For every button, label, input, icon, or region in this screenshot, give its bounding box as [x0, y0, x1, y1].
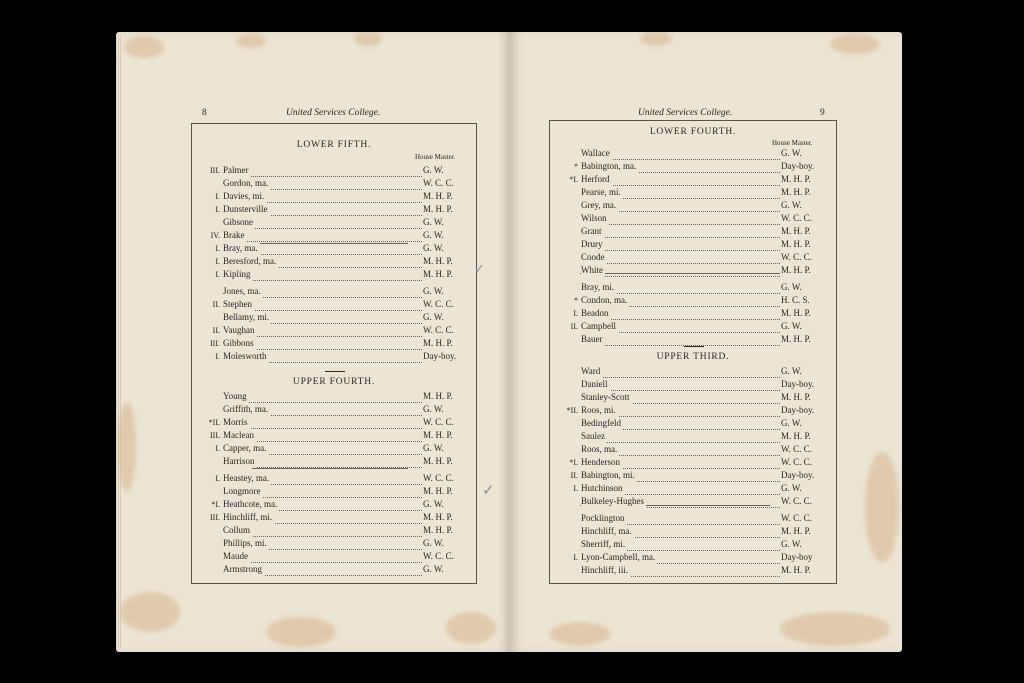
pupil-name: Brake — [223, 230, 245, 240]
pupil-name: Capper, ma. — [223, 443, 267, 453]
house-master: W. C. C. — [423, 417, 454, 427]
rule-line — [252, 468, 408, 469]
house-master: W. C. C. — [781, 457, 812, 467]
pupil-name: Bauer — [581, 334, 603, 344]
house-master: M. H. P. — [781, 565, 811, 575]
house-master: Day-boy — [781, 552, 813, 562]
pupil-name: Griffith, ma. — [223, 404, 269, 414]
pupil-name: Lyon-Campbell, ma. — [581, 552, 656, 562]
pupil-name: Wallace — [581, 148, 610, 158]
pupil-name: Young — [223, 391, 247, 401]
form-number: * — [574, 296, 578, 305]
list-row — [550, 333, 836, 346]
dot-leader — [227, 549, 422, 563]
dot-leader — [227, 297, 422, 311]
pupil-name: Hinchliff, iii. — [581, 565, 629, 575]
pupil-name: White — [581, 265, 603, 275]
pupil-name: Stephen — [223, 299, 252, 309]
dot-leader — [585, 250, 780, 264]
section-divider — [325, 371, 345, 372]
pupil-name: Bray, ma. — [223, 243, 258, 253]
house-master: W. C. C. — [781, 252, 812, 262]
pupil-name: Daniell — [581, 379, 608, 389]
pupil-name: Beadon — [581, 308, 609, 318]
form-number: * — [574, 162, 578, 171]
house-master: M. H. P. — [781, 174, 811, 184]
pupil-name: Beresford, ma. — [223, 256, 277, 266]
house-master: G. W. — [423, 243, 444, 253]
pupil-name: Hinchliff, mi. — [223, 512, 273, 522]
house-master: G. W. — [781, 366, 802, 376]
house-master: M. H. P. — [423, 269, 453, 279]
house-master: M. H. P. — [423, 512, 453, 522]
foxing-stain — [118, 402, 136, 492]
pupil-name: Campbell — [581, 321, 616, 331]
pupil-name: Herford — [581, 174, 610, 184]
pupil-name: Roos, ma. — [581, 444, 618, 454]
form-number: I. — [215, 244, 220, 253]
dot-leader — [227, 267, 422, 281]
house-master-label: House Master. — [772, 139, 813, 147]
house-master: M. H. P. — [781, 431, 811, 441]
pupil-name: Bedingfeld — [581, 418, 621, 428]
house-master: M. H. P. — [423, 486, 453, 496]
form-number: I. — [215, 444, 220, 453]
house-master: G. W. — [781, 418, 802, 428]
pupil-name: Davies, mi. — [223, 191, 265, 201]
foxing-stain — [550, 622, 610, 646]
form-number: II. — [212, 326, 220, 335]
house-master: G. W. — [423, 312, 444, 322]
foxing-stain — [446, 612, 496, 644]
house-master: M. H. P. — [781, 526, 811, 536]
house-master: G. W. — [423, 564, 444, 574]
house-master: G. W. — [423, 443, 444, 453]
house-master: Day-boy. — [781, 161, 815, 171]
pupil-name: Heathcote, ma. — [223, 499, 278, 509]
pupil-name: Bray, mi. — [581, 282, 615, 292]
pupil-name: Sherriff, mi. — [581, 539, 626, 549]
foxing-stain — [830, 34, 880, 54]
form-number: I. — [215, 192, 220, 201]
pupil-name: Vaughan — [223, 325, 255, 335]
pupil-name: Dunsterville — [223, 204, 268, 214]
house-master: M. H. P. — [423, 338, 453, 348]
list-row — [192, 268, 476, 281]
house-master: M. H. P. — [423, 391, 453, 401]
house-master: M. H. P. — [781, 265, 811, 275]
dot-leader — [227, 336, 422, 350]
list-row — [192, 455, 476, 468]
house-master: Day-boy. — [781, 379, 815, 389]
open-book — [116, 32, 902, 652]
house-master: M. H. P. — [781, 308, 811, 318]
house-master: G. W. — [423, 165, 444, 175]
house-master: Day-boy. — [781, 405, 815, 415]
house-master: M. H. P. — [423, 456, 453, 466]
pupil-name: Maclean — [223, 430, 254, 440]
pupil-name: Morris — [223, 417, 248, 427]
running-head: United Services College. — [286, 108, 381, 118]
house-master: M. H. P. — [781, 187, 811, 197]
pupil-name: Pocklington — [581, 513, 625, 523]
pupil-name: Gibsone — [223, 217, 253, 227]
pupil-name: Roos, mi. — [581, 405, 616, 415]
house-master: G. W. — [781, 483, 802, 493]
house-master: M. H. P. — [423, 525, 453, 535]
dot-leader — [227, 428, 422, 442]
list-frame — [191, 123, 477, 584]
house-master: Day-boy. — [781, 470, 815, 480]
house-master: M. H. P. — [423, 191, 453, 201]
dot-leader — [227, 215, 422, 229]
pupil-name: Babington, mi. — [581, 470, 635, 480]
house-master: M. H. P. — [781, 334, 811, 344]
house-master: W. C. C. — [781, 444, 812, 454]
pupil-name: Longmore — [223, 486, 261, 496]
pupil-name: Ward — [581, 366, 601, 376]
pupil-name: Hutchinson — [581, 483, 623, 493]
pupil-name: Jones, ma. — [223, 286, 261, 296]
section-title-upper-fourth: UPPER FOURTH. — [292, 377, 376, 387]
house-master: G. W. — [781, 321, 802, 331]
dot-leader — [585, 332, 780, 346]
dot-leader — [585, 224, 780, 238]
house-master: M. H. P. — [423, 430, 453, 440]
form-number: II. — [570, 322, 578, 331]
house-master: W. C. C. — [423, 299, 454, 309]
house-master: G. W. — [423, 404, 444, 414]
form-number: II. — [570, 471, 578, 480]
pupil-name: Palmer — [223, 165, 249, 175]
dot-leader — [585, 263, 780, 277]
foxing-stain — [120, 592, 180, 632]
form-number: I. — [573, 309, 578, 318]
pencil-check-mark: ✓ — [474, 262, 485, 277]
dot-leader — [227, 415, 422, 429]
pupil-name: Drury — [581, 239, 603, 249]
house-master: M. H. P. — [781, 392, 811, 402]
house-master: G. W. — [423, 217, 444, 227]
foxing-stain — [266, 617, 336, 647]
dot-leader — [227, 163, 422, 177]
house-master: W. C. C. — [781, 496, 812, 506]
house-master: G. W. — [423, 538, 444, 548]
house-master: M. H. P. — [781, 239, 811, 249]
list-row — [192, 350, 476, 363]
form-number: *I. — [211, 500, 220, 509]
form-number: *II. — [566, 406, 578, 415]
pupil-name: Wilson — [581, 213, 607, 223]
form-number: II. — [212, 300, 220, 309]
form-number: III. — [210, 431, 220, 440]
list-frame — [549, 120, 837, 584]
house-master: Day-boy. — [423, 351, 457, 361]
house-master: W. C. C. — [781, 513, 812, 523]
house-master: W. C. C. — [781, 213, 812, 223]
section-title-lower-fifth: LOWER FIFTH. — [296, 140, 372, 150]
form-number: *II. — [208, 418, 220, 427]
house-master: G. W. — [781, 282, 802, 292]
house-master-label: House Master. — [415, 153, 456, 161]
house-master: W. C. C. — [423, 551, 454, 561]
house-master: W. C. C. — [423, 473, 454, 483]
house-master: G. W. — [781, 200, 802, 210]
house-master: G. W. — [781, 539, 802, 549]
pupil-name: Bellamy, mi. — [223, 312, 270, 322]
page-number: 9 — [820, 108, 825, 118]
form-number: I. — [573, 484, 578, 493]
house-master: G. W. — [423, 499, 444, 509]
dot-leader — [585, 211, 780, 225]
pupil-name: Grey, ma. — [581, 200, 617, 210]
form-number: I. — [215, 352, 220, 361]
pupil-name: Armstrong — [223, 564, 262, 574]
form-number: I. — [215, 205, 220, 214]
pupil-name: Collum — [223, 525, 251, 535]
dot-leader — [585, 237, 780, 251]
house-master: M. H. P. — [423, 256, 453, 266]
foxing-stain — [640, 32, 672, 46]
pupil-name: Gordon, ma. — [223, 178, 269, 188]
house-master: M. H. P. — [423, 204, 453, 214]
list-row — [550, 564, 836, 577]
form-number: III. — [210, 166, 220, 175]
section-divider — [684, 346, 704, 347]
list-row — [192, 563, 476, 576]
list-row — [550, 264, 836, 277]
pupil-name: Babington, ma. — [581, 161, 637, 171]
pupil-name: Henderson — [581, 457, 620, 467]
dot-leader — [585, 429, 780, 443]
form-number: I. — [215, 270, 220, 279]
house-master: G. W. — [423, 230, 444, 240]
pupil-name: Heastey, ma. — [223, 473, 270, 483]
pupil-name: Gibbons — [223, 338, 254, 348]
page-number: 8 — [202, 108, 207, 118]
foxing-stain — [124, 36, 164, 58]
section-title-lower-fourth: LOWER FOURTH. — [649, 127, 737, 137]
house-master: H. C. S. — [781, 295, 810, 305]
form-number: I. — [215, 474, 220, 483]
pupil-name: Harrison — [223, 456, 255, 466]
house-master: G. W. — [781, 148, 802, 158]
form-number: IV. — [210, 231, 220, 240]
dot-leader — [585, 172, 780, 186]
pupil-name: Kipling — [223, 269, 251, 279]
pupil-name: Stanley-Scott — [581, 392, 630, 402]
dot-leader — [585, 306, 780, 320]
pupil-name: Bulkeley-Hughes — [581, 496, 644, 506]
house-master: G. W. — [423, 286, 444, 296]
dot-leader — [585, 377, 780, 391]
pencil-check-mark: ✓ — [482, 481, 495, 499]
pupil-name: Condon, ma. — [581, 295, 628, 305]
form-number: III. — [210, 513, 220, 522]
page-edges — [116, 36, 121, 648]
pupil-name: Grant — [581, 226, 602, 236]
house-master: W. C. C. — [423, 178, 454, 188]
form-number: III. — [210, 339, 220, 348]
left-page — [116, 32, 510, 652]
pupil-name: Phillips, mi. — [223, 538, 267, 548]
house-master: W. C. C. — [423, 325, 454, 335]
running-head: United Services College. — [638, 108, 733, 118]
dot-leader — [227, 228, 422, 242]
dot-leader — [585, 146, 780, 160]
pupil-name: Hinchliff, ma. — [581, 526, 632, 536]
pupil-name: Coode — [581, 252, 605, 262]
dot-leader — [227, 523, 422, 537]
pupil-name: Saulez — [581, 431, 605, 441]
foxing-stain — [354, 32, 382, 46]
foxing-stain — [780, 612, 890, 646]
pupil-name: Pearse, mi. — [581, 187, 621, 197]
section-title-upper-third: UPPER THIRD. — [656, 352, 730, 362]
foxing-stain — [236, 34, 266, 48]
pupil-name: Molesworth — [223, 351, 267, 361]
dot-leader — [227, 389, 422, 403]
form-number: I. — [573, 553, 578, 562]
form-number: I. — [215, 257, 220, 266]
form-number: *I. — [569, 458, 578, 467]
pupil-name: Maude — [223, 551, 248, 561]
list-row — [550, 495, 836, 508]
foxing-stain — [865, 452, 899, 562]
house-master: M. H. P. — [781, 226, 811, 236]
form-number: *I. — [569, 175, 578, 184]
dot-leader — [585, 364, 780, 378]
right-page — [510, 32, 902, 652]
